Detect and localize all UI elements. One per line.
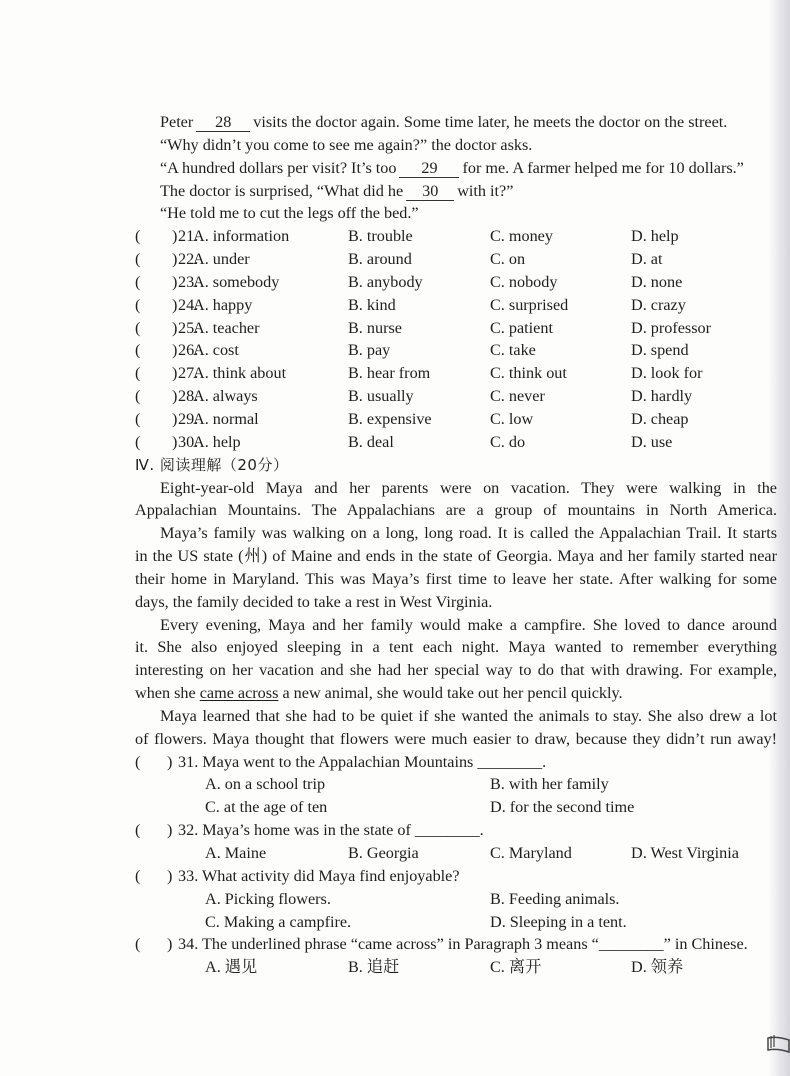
cloze-row <box>135 362 777 385</box>
option-a: A. cost <box>193 341 239 360</box>
passage-line <box>135 682 777 705</box>
question-stem: 33. What activity did Maya find enjoyable? <box>178 866 460 885</box>
answer-paren: ( <box>135 387 141 406</box>
story-line <box>135 157 777 180</box>
cloze-row <box>135 294 777 317</box>
answer-paren-close: ) <box>167 752 173 771</box>
cloze-row <box>135 385 777 408</box>
question-number: 22. <box>178 250 199 269</box>
story-line: “Why didn’t you come to see me again?” the doctor asks. <box>160 135 533 154</box>
answer-paren: ( <box>135 295 141 314</box>
answer-paren: ( <box>135 752 141 771</box>
answer-paren: ( <box>135 341 141 360</box>
passage-line: of flowers. Maya thought that flowers were much easier to draw, because they didn’t run away! <box>135 729 777 748</box>
option-d: D. West Virginia <box>631 844 739 862</box>
option-b: B. around <box>348 250 412 269</box>
option-b: B. Feeding animals. <box>490 889 620 908</box>
option-b: B. nurse <box>348 318 402 337</box>
story-text: The doctor is surprised, “What did he <box>160 181 404 200</box>
option-c: C. think out <box>490 364 567 383</box>
option-c: C. 离开 <box>490 958 542 977</box>
option-b: B. hear from <box>348 364 431 383</box>
story-text: visits the doctor again. Some time later, he meets the doctor on the street. <box>253 113 728 131</box>
blank-28: 28 <box>196 114 250 132</box>
blank-29: 29 <box>399 160 459 178</box>
option-b: B. kind <box>348 295 396 314</box>
passage-line: interesting on her vacation and she had her special way to do that with drawing. For example, <box>135 661 777 680</box>
answer-paren-close: ) <box>172 318 178 337</box>
question-number: 29. <box>178 409 199 428</box>
option-a: A. 遇见 <box>205 958 258 977</box>
cloze-row <box>135 339 777 362</box>
option-a: A. on a school trip <box>205 775 326 794</box>
option-c: C. at the age of ten <box>205 798 328 817</box>
passage-line: Maya’s family was walking on a long, long road. It is called the Appalachian Trail. It starts <box>160 524 777 543</box>
answer-paren-close: ) <box>172 409 178 428</box>
question-stem: 34. The underlined phrase “came across” in Paragraph 3 means “________” in Chinese. <box>178 935 748 954</box>
answer-paren: ( <box>135 409 141 428</box>
passage-line: it. She also enjoyed sleeping in a tent each night. Maya wanted to remember everything <box>135 638 777 657</box>
answer-paren: ( <box>135 935 141 954</box>
option-b: B. trouble <box>348 227 413 246</box>
option-a: A. information <box>193 227 290 246</box>
story-line: “He told me to cut the legs off the bed.” <box>160 204 419 223</box>
answer-paren: ( <box>135 250 141 269</box>
option-c: C. low <box>490 409 534 428</box>
option-b: B. 追赶 <box>348 958 400 977</box>
option-d: D. spend <box>631 341 689 360</box>
document-page <box>135 111 777 979</box>
option-c: C. nobody <box>490 272 558 291</box>
option-a: A. normal <box>193 409 259 428</box>
option-a: A. Picking flowers. <box>205 889 331 908</box>
question-number: 30. <box>178 432 199 451</box>
answer-paren: ( <box>135 272 141 291</box>
passage-line: days, the family decided to take a rest in West Virginia. <box>135 592 493 611</box>
question-stem: 31. Maya went to the Appalachian Mountains ________. <box>178 752 547 771</box>
option-b: B. deal <box>348 432 394 451</box>
option-b: B. expensive <box>348 409 432 428</box>
answer-paren-close: ) <box>172 432 178 451</box>
option-c: C. patient <box>490 318 553 337</box>
option-c: C. on <box>490 250 526 269</box>
cloze-row <box>135 225 777 248</box>
answer-paren-close: ) <box>167 935 173 954</box>
option-d: D. hardly <box>631 387 693 406</box>
story-text: Peter <box>160 113 194 131</box>
story-line <box>135 111 777 134</box>
answer-paren-close: ) <box>172 227 178 246</box>
option-d: D. at <box>631 250 663 269</box>
option-d: D. Sleeping in a tent. <box>490 912 627 931</box>
option-a: A. help <box>193 432 241 451</box>
option-b: B. Georgia <box>348 844 419 862</box>
question-33 <box>135 865 777 934</box>
option-d: D. professor <box>631 318 712 337</box>
passage-line: in the US state (州) of Maine and ends in the state of Georgia. Maya and her family started near <box>135 547 777 566</box>
answer-paren-close: ) <box>167 866 173 885</box>
option-c: C. Making a campfire. <box>205 912 352 931</box>
question-number: 23. <box>178 272 199 291</box>
option-c: C. surprised <box>490 295 569 314</box>
passage-line: Every evening, Maya and her family would make a campfire. She loved to dance around <box>160 615 777 634</box>
option-a: A. happy <box>193 295 253 314</box>
option-b: B. anybody <box>348 272 423 291</box>
question-number: 27. <box>178 364 199 383</box>
cloze-row <box>135 408 777 431</box>
option-c: C. take <box>490 341 536 360</box>
answer-paren: ( <box>135 432 141 451</box>
option-a: A. Maine <box>205 844 267 862</box>
question-stem: 32. Maya’s home was in the state of ________. <box>178 821 484 840</box>
option-d: D. for the second time <box>490 798 635 817</box>
option-d: D. help <box>631 227 679 246</box>
question-34 <box>135 933 777 979</box>
answer-paren-close: ) <box>172 295 178 314</box>
cloze-questions <box>135 225 777 453</box>
option-a: A. teacher <box>193 318 260 337</box>
reading-passage <box>135 477 777 751</box>
option-c: C. money <box>490 227 553 246</box>
option-b: B. with her family <box>490 775 609 794</box>
passage-line: their home in Maryland. This was Maya’s first time to leave her state. After walking for some <box>135 569 777 588</box>
passage-text: a new animal, she would take out her pencil quickly. <box>282 684 623 703</box>
option-a: A. somebody <box>193 272 280 291</box>
passage-text: when she <box>135 684 196 703</box>
question-32 <box>135 819 777 865</box>
option-c: C. never <box>490 387 545 406</box>
passage-line: Appalachian Mountains. The Appalachians are a group of mountains in North America. <box>135 501 777 520</box>
option-b: B. pay <box>348 341 391 360</box>
question-number: 24. <box>178 295 199 314</box>
answer-paren: ( <box>135 364 141 383</box>
passage-line: Eight-year-old Maya and her parents were on vacation. They were walking in the <box>160 478 777 497</box>
underlined-phrase: came across <box>199 684 279 703</box>
cloze-row <box>135 248 777 271</box>
option-a: A. think about <box>193 364 287 383</box>
option-d: D. look for <box>631 364 703 383</box>
answer-paren-close: ) <box>172 272 178 291</box>
book-icon <box>765 1028 790 1054</box>
option-c: C. do <box>490 432 526 451</box>
question-number: 25. <box>178 318 199 337</box>
option-c: C. Maryland <box>490 844 572 862</box>
answer-paren-close: ) <box>172 364 178 383</box>
story-text: for me. A farmer helped me for 10 dollars.” <box>462 158 744 177</box>
answer-paren: ( <box>135 227 141 246</box>
answer-paren: ( <box>135 866 141 885</box>
story-line <box>135 180 777 203</box>
answer-paren: ( <box>135 318 141 337</box>
option-d: D. crazy <box>631 295 686 314</box>
answer-paren-close: ) <box>172 387 178 406</box>
section-heading: Ⅳ. 阅读理解（20分） <box>135 455 289 474</box>
answer-paren: ( <box>135 821 141 840</box>
question-number: 26. <box>178 341 199 360</box>
question-31 <box>135 751 777 820</box>
story-text: with it?” <box>457 181 514 200</box>
answer-paren-close: ) <box>167 821 173 840</box>
question-number: 28. <box>178 387 199 406</box>
passage-line: Maya learned that she had to be quiet if she wanted the animals to stay. She also drew a lot <box>160 706 777 725</box>
option-b: B. usually <box>348 387 414 406</box>
answer-paren-close: ) <box>172 341 178 360</box>
option-a: A. always <box>193 387 258 406</box>
option-a: A. under <box>193 250 250 269</box>
story-text: “A hundred dollars per visit? It’s too <box>160 158 397 177</box>
option-d: D. 领养 <box>631 958 684 977</box>
cloze-row <box>135 271 777 294</box>
answer-paren-close: ) <box>172 250 178 269</box>
question-number: 21. <box>178 227 199 246</box>
cloze-row <box>135 431 777 454</box>
cloze-row <box>135 317 777 340</box>
blank-30: 30 <box>406 183 454 201</box>
option-d: D. cheap <box>631 409 689 428</box>
option-d: D. use <box>631 432 673 451</box>
option-d: D. none <box>631 272 683 291</box>
